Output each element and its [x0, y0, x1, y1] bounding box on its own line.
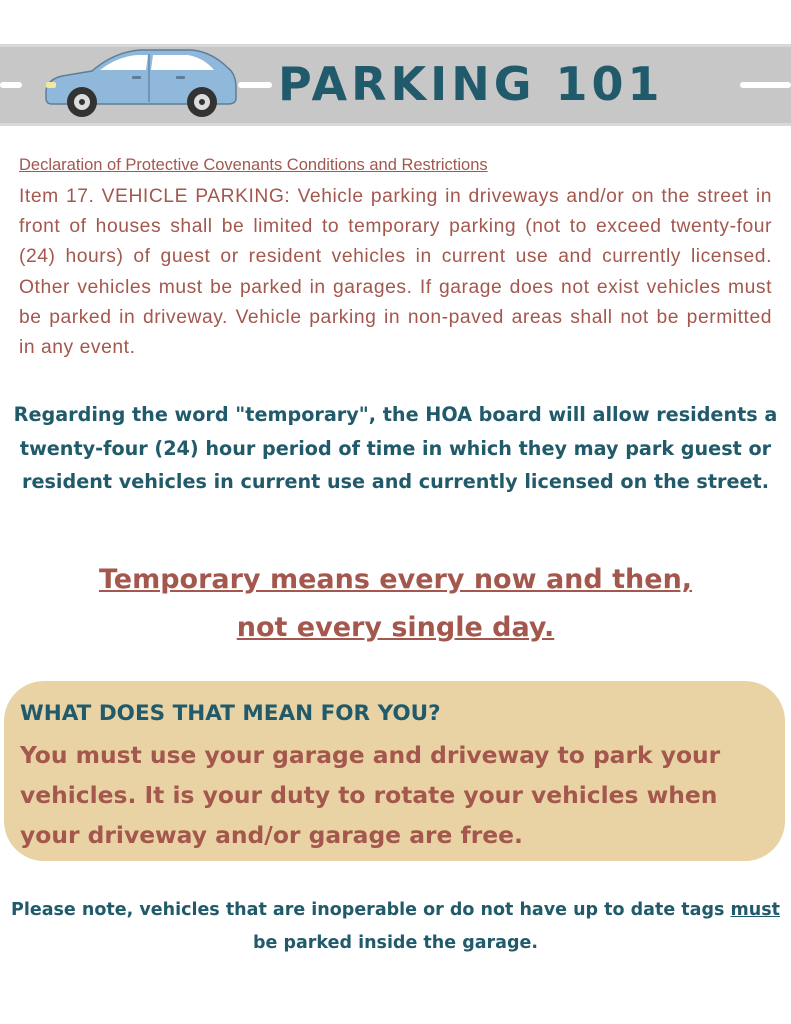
- temporary-line-2: not every single day.: [236, 612, 555, 643]
- declaration-heading: Declaration of Protective Covenants Conditions and Restrictions: [19, 156, 488, 174]
- callout-box: [4, 681, 785, 861]
- note-text-after: be parked inside the garage.: [252, 933, 539, 953]
- page-title: PARKING 101: [278, 57, 664, 111]
- callout-heading: WHAT DOES THAT MEAN FOR YOU?: [20, 701, 441, 726]
- note-emphasis: must: [730, 900, 780, 920]
- garage-note: [0, 894, 791, 960]
- note-text-before: Please note, vehicles that are inoperable or do not have up to date tags: [11, 900, 731, 920]
- temporary-definition-text: Regarding the word "temporary", the HOA board will allow residents a twenty-four (24) hour period of time in which they may park guest or resident vehicles in current use and currently licensed on the street.: [13, 403, 778, 493]
- temporary-line-1: Temporary means every now and then,: [98, 564, 693, 595]
- callout-body: You must use your garage and driveway to park your vehicles. It is your duty to rotate your vehicles when your driveway and/or garage are free.: [20, 741, 721, 849]
- declaration-body: Item 17. VEHICLE PARKING: Vehicle parking in driveways and/or on the street in front of houses shall be limited to temporary parking (not to exceed twenty-four (24) hours) of guest or resident vehicles in current use and currently licensed. Other vehicles must be parked in garages. If garage does not exist vehicles must be parked in driveway. Vehicle parking in non-paved areas shall not be permitted in any event.: [19, 186, 772, 359]
- header-banner: [0, 44, 791, 126]
- temporary-emphasis: [0, 556, 791, 652]
